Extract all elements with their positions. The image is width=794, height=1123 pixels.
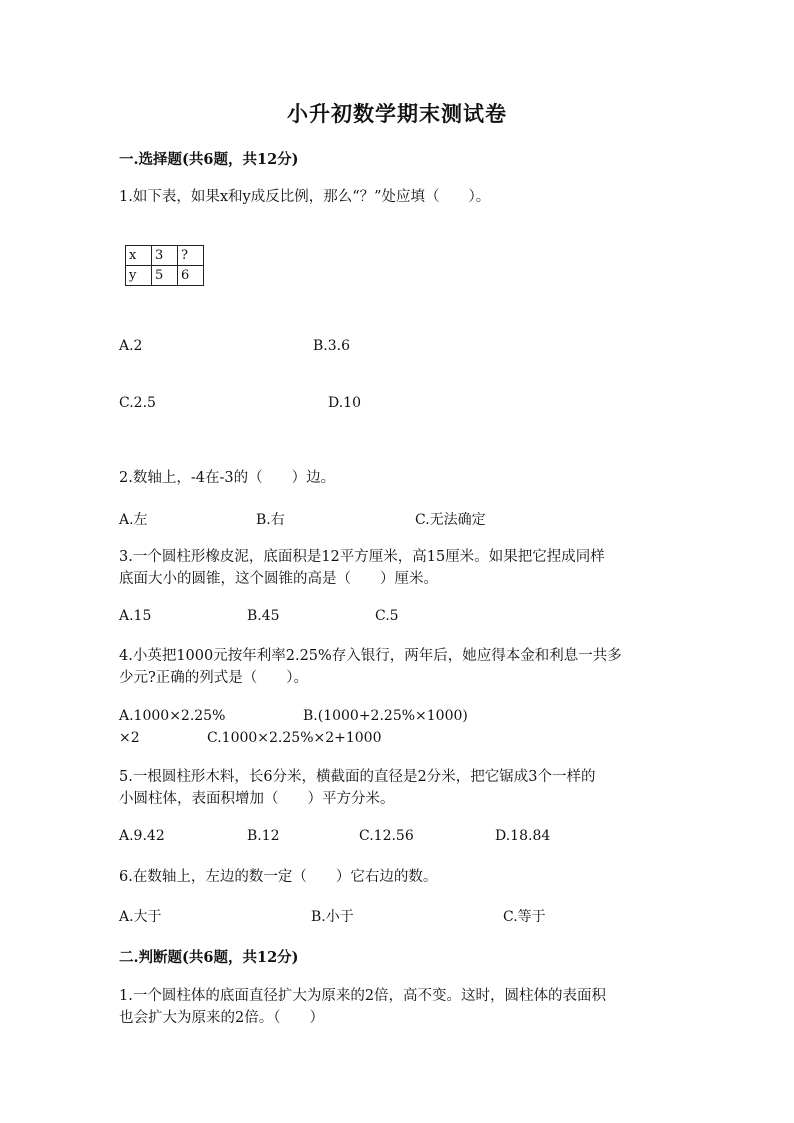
question-4-option-b: B.(1000+2.25%×1000) bbox=[303, 708, 468, 724]
table-cell: ? bbox=[178, 246, 204, 266]
xy-table bbox=[125, 245, 204, 286]
question-5-option-d: D.18.84 bbox=[495, 828, 551, 844]
table-cell: 3 bbox=[152, 246, 178, 266]
table-cell: 6 bbox=[178, 266, 204, 286]
question-1-stem: 1.如下表，如果x和y成反比例，那么“？”处应填（ ）。 bbox=[119, 189, 491, 205]
question-3-option-b: B.45 bbox=[247, 608, 280, 624]
question-2-stem: 2.数轴上，-4在-3的（ ）边。 bbox=[119, 470, 336, 486]
question-4-option-a: A.1000×2.25% bbox=[119, 708, 226, 724]
question-5-option-b: B.12 bbox=[247, 828, 280, 844]
question-6-option-c: C.等于 bbox=[503, 909, 546, 925]
question-5-option-a: A.9.42 bbox=[119, 828, 165, 844]
table-cell: x bbox=[126, 246, 152, 266]
question-3-line-2: 底面大小的圆锥，这个圆锥的高是（ ）厘米。 bbox=[119, 571, 438, 587]
section-heading-judgment: 二.判断题(共6题，共12分) bbox=[119, 949, 299, 966]
question-1-option-a: A.2 bbox=[119, 338, 143, 354]
question-3-option-a: A.15 bbox=[119, 608, 152, 624]
question-3-line-1: 3.一个圆柱形橡皮泥，底面积是12平方厘米，高15厘米。如果把它捏成同样 bbox=[119, 549, 605, 565]
question-6-option-b: B.小于 bbox=[311, 909, 354, 925]
section-heading-choice: 一.选择题(共6题，共12分) bbox=[119, 151, 299, 168]
question-1-option-b: B.3.6 bbox=[313, 338, 351, 354]
question-5-line-2: 小圆柱体，表面积增加（ ）平方分米。 bbox=[119, 791, 395, 807]
question-4-option-b-cont: ×2 bbox=[119, 730, 140, 746]
question-5-line-1: 5.一根圆柱形木料，长6分米，横截面的直径是2分米，把它锯成3个一样的 bbox=[119, 769, 596, 785]
question-2-option-a: A.左 bbox=[119, 512, 148, 528]
judgment-1-line-1: 1.一个圆柱体的底面直径扩大为原来的2倍，高不变。这时，圆柱体的表面积 bbox=[119, 988, 607, 1004]
question-3-option-c: C.5 bbox=[375, 608, 399, 624]
question-6-option-a: A.大于 bbox=[119, 909, 162, 925]
table-cell: 5 bbox=[152, 266, 178, 286]
question-2-option-c: C.无法确定 bbox=[415, 512, 486, 528]
question-1-option-c: C.2.5 bbox=[119, 395, 156, 411]
question-4-line-1: 4.小英把1000元按年利率2.25%存入银行，两年后，她应得本金和利息一共多 bbox=[119, 648, 622, 664]
table-row bbox=[126, 266, 204, 286]
question-4-line-2: 少元?正确的列式是（ ）。 bbox=[119, 670, 309, 686]
question-1-option-d: D.10 bbox=[328, 395, 361, 411]
judgment-1-line-2: 也会扩大为原来的2倍。（ ） bbox=[119, 1010, 324, 1026]
page-title: 小升初数学期末测试卷 bbox=[287, 101, 507, 126]
question-2-option-b: B.右 bbox=[256, 512, 285, 528]
question-6-stem: 6.在数轴上，左边的数一定（ ）它右边的数。 bbox=[119, 869, 438, 885]
question-5-option-c: C.12.56 bbox=[359, 828, 414, 844]
table-row bbox=[126, 246, 204, 266]
table-cell: y bbox=[126, 266, 152, 286]
question-4-option-c: C.1000×2.25%×2+1000 bbox=[207, 730, 382, 746]
